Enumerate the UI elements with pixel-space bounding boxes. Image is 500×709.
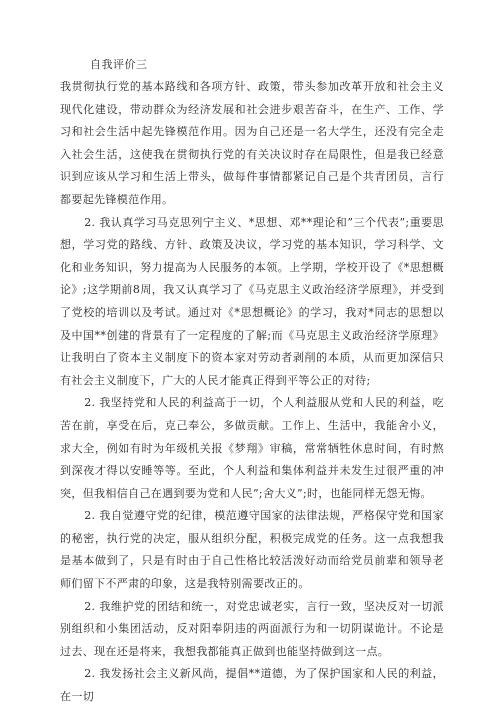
paragraph-3: 2. 我坚持党和人民的利益高于一切，个人利益服从党和人民的利益，吃苦在前，享受在后，克己奉公，多做贡献。工作上、生活中，我能舍小义，求大全，例如有时为年级机关报《梦翔》审稿，常常牺牲休息时间，有时熬到深夜才得以安睡等等。至此，个人利益和集体利益并未发生过很严重的冲突，但我相信自己在遇到要为党和人民”;舍大义”;时，也能同样无怨无悔。 (60, 396, 444, 500)
paragraph-6: 2. 我发扬社会主义新风尚，提倡**道德，为了保护国家和人民的利益，在一切 (60, 667, 444, 704)
document-title: 自我评价三 (90, 58, 148, 71)
paragraph-4: 2. 我自觉遵守党的纪律，模范遵守国家的法律法规，严格保守党和国家的秘密，执行党的决定，服从组织分配，积极完成党的任务。这一点我想我是基本做到了，只是有时由于自己性格比较活泼好动而给党员前辈和领导老师们留下不严肃的印象，这是我特别需要改正的。 (60, 509, 444, 591)
paragraph-5: 2. 我维护党的团结和统一，对党忠诚老实，言行一致，坚决反对一切派别组织和小集团活动，反对阳奉阴违的两面派行为和一切阴谋诡计。不论是过去、现在还是将来，我想我都能真正做到也能坚持做到这一点。 (60, 599, 444, 658)
paragraph-1: 我贯彻执行党的基本路线和各项方针、政策，带头参加改革开放和社会主义现代化建设，带动群众为经济发展和社会进步艰苦奋斗，在生产、工作、学习和社会生活中起先锋模范作用。因为自己还是一名大学生，还没有完全走入社会生活，这使我在贯彻执行党的有关决议时存在局限性，但是我已经意识到应该从学习和生活上带头，做每件事情都紧记自己是个共青团员，言行都要起先锋模范作用。 (60, 80, 444, 206)
paragraph-2: 2. 我认真学习马克思列宁主义、*思想、邓**理论和”三个代表”;重要思想，学习党的路线、方针、政策及决议，学习党的基本知识，学习科学、文化和业务知识，努力提高为人民服务的本领。上学期，学校开设了《*思想概论》;这学期前8周，我又认真学习了《马克思主义政治经济学原理》，并受到了党校的培训以及考试。通过对《*思想概论》的学习，我对*同志的思想以及中国**创建的背景有了一定程度的了解;而《马克思主义政治经济学原理》让我明白了资本主义制度下的资本家对劳动者剥削的本质，从而更加深信只有社会主义制度下，广大的人民才能真正得到平等公正的对待; (60, 215, 444, 387)
